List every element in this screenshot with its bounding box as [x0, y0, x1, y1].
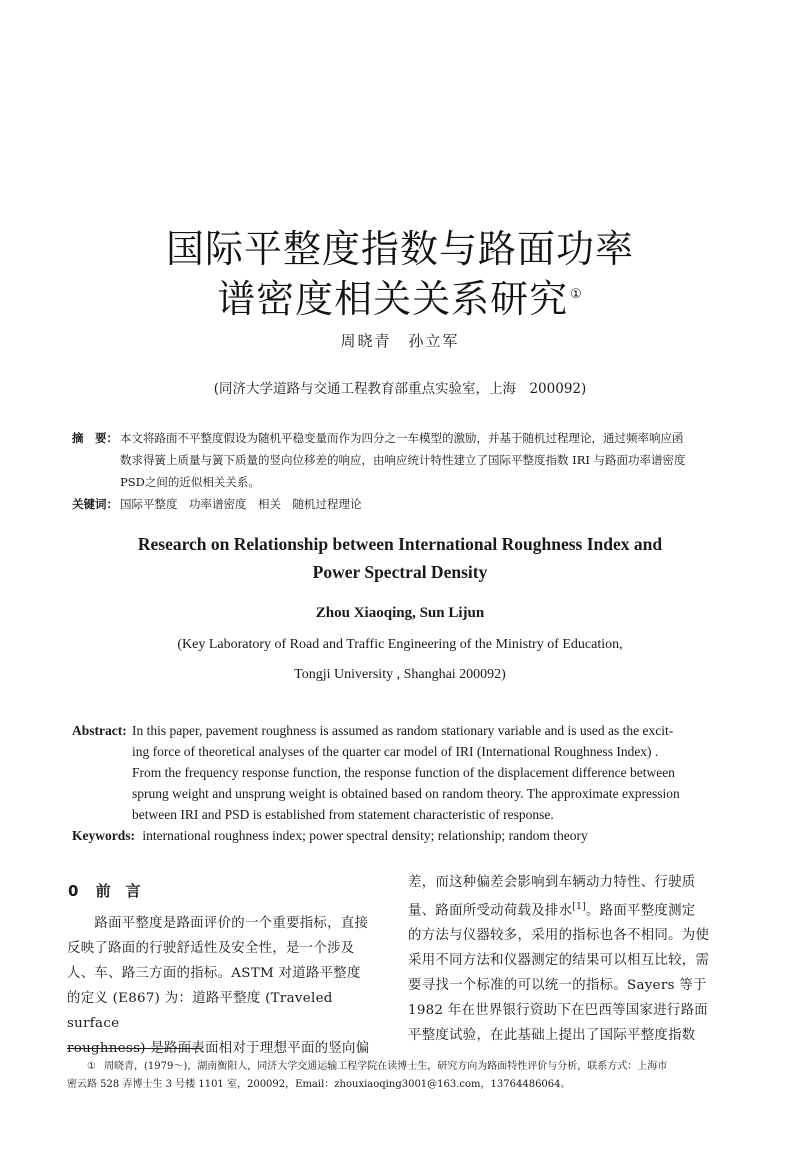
footnote: [67, 1058, 737, 1094]
body-line: 1982 年在世界银行资助下在巴西等国家进行路面: [408, 1003, 708, 1019]
body-line: 的定义 (E867) 为：道路平整度 (Traveled surface: [67, 991, 333, 1031]
body-line: 的方法与仪器较多，采用的指标也各不相同。为使: [408, 928, 710, 944]
body-line: 人、车、路三方面的指标。ASTM 对道路平整度: [67, 966, 361, 981]
body-line-text: 量、路面所受动荷载及排水: [408, 903, 573, 919]
body-line: 要寻找一个标准的可以统一的指标。Sayers 等于: [408, 978, 707, 994]
body-line: 差，而这种偏差会影响到车辆动力特性、行驶质: [408, 875, 696, 890]
section-title: 前 言: [95, 882, 141, 900]
section-number: 0: [68, 882, 79, 900]
body-line: 反映了路面的行驶舒适性及安全性，是一个涉及: [67, 941, 355, 956]
abstract-en-line: ing force of theoretical analyses of the quarter car model of IRI (International Roughness Index) .: [132, 744, 659, 759]
body-right-column: [408, 870, 728, 1048]
citation-ref[interactable]: [1]: [572, 902, 586, 912]
body-line: [408, 895, 728, 923]
abstract-cn-line: 本文将路面不平整度假设为随机平稳变量而作为四分之一车模型的激励，并基于随机过程理论，通过频率响应函: [120, 431, 684, 445]
abstract-en-line: between IRI and PSD is established from statement characteristic of response.: [132, 807, 554, 822]
body-line: 路面平整度是路面评价的一个重要指标，直接: [67, 916, 369, 931]
abstract-en-line: In this paper, pavement roughness is assumed as random stationary variable and is used as the excit-: [132, 723, 674, 738]
paper-title-en-line1: Research on Relationship between International Roughness Index and: [137, 534, 663, 554]
keywords-en-text: international roughness index; power spectral density; relationship; random theory: [142, 828, 588, 843]
footnote-mark: ①: [87, 1061, 96, 1072]
affiliation-en-line2: Tongji University , Shanghai 200092): [294, 667, 506, 682]
title-footnote-mark: ①: [570, 287, 583, 303]
paper-title-line1: 国际平整度指数与路面功率: [165, 227, 634, 271]
body-line: roughness) 是路面表面相对于理想平面的竖向偏: [67, 1041, 370, 1056]
body-line: 平整度试验，在此基础上提出了国际平整度指数: [408, 1028, 696, 1044]
keywords-en-label: Keywords:: [72, 828, 135, 843]
keywords-cn-text: 国际平整度 功率谱密度 相关 随机过程理论: [120, 497, 362, 511]
abstract-en-line: sprung weight and unsprung weight is obtained based on random theory. The approximate expression: [132, 786, 680, 801]
paper-title-en: [0, 530, 800, 586]
abstract-en-line: From the frequency response function, the response function of the displacement difference between: [132, 765, 675, 780]
paper-title-en-line2: Power Spectral Density: [312, 562, 488, 582]
body-left-column: [67, 911, 385, 1061]
abstract-cn: [72, 427, 752, 515]
body-line: 采用不同方法和仪器测定的结果可以相互比较，需: [408, 953, 710, 969]
footnote-divider: [67, 1048, 201, 1049]
paper-title-line2: [0, 268, 800, 323]
affiliation-cn: (同济大学道路与交通工程教育部重点实验室，上海 200092): [213, 381, 587, 397]
abstract-en: [72, 720, 732, 846]
footnote-line2: 密云路 528 弄博士生 3 号楼 1101 室，200092，Email：zhouxiaoqing3001@163.com，13764486064。: [67, 1079, 571, 1090]
paper-title-line2-text: 谱密度相关关系研究: [217, 277, 569, 321]
footnote-line1: 周晓青，(1979～)，湖南衡阳人，同济大学交通运输工程学院在读博士生，研究方向为路面特性评价与分析，联系方式：上海市: [103, 1061, 668, 1072]
authors-cn: 周晓青 孙立军: [340, 332, 460, 350]
abstract-cn-line: PSD之间的近似相关关系。: [120, 475, 260, 489]
keywords-cn-label: 关键词：: [72, 497, 118, 511]
section-heading: [68, 880, 141, 901]
abstract-cn-label: 摘 要：: [72, 431, 118, 445]
abstract-en-label: Abstract:: [72, 723, 127, 738]
authors-en: Zhou Xiaoqing, Sun Lijun: [315, 605, 485, 621]
affiliation-en-line1: (Key Laboratory of Road and Traffic Engineering of the Ministry of Education,: [177, 637, 623, 652]
abstract-cn-line: 数求得簧上质量与簧下质量的竖向位移差的响应，由响应统计特性建立了国际平整度指数 IRI 与路面功率谱密度: [120, 453, 686, 467]
body-line-text: 。路面平整度测定: [585, 903, 696, 919]
